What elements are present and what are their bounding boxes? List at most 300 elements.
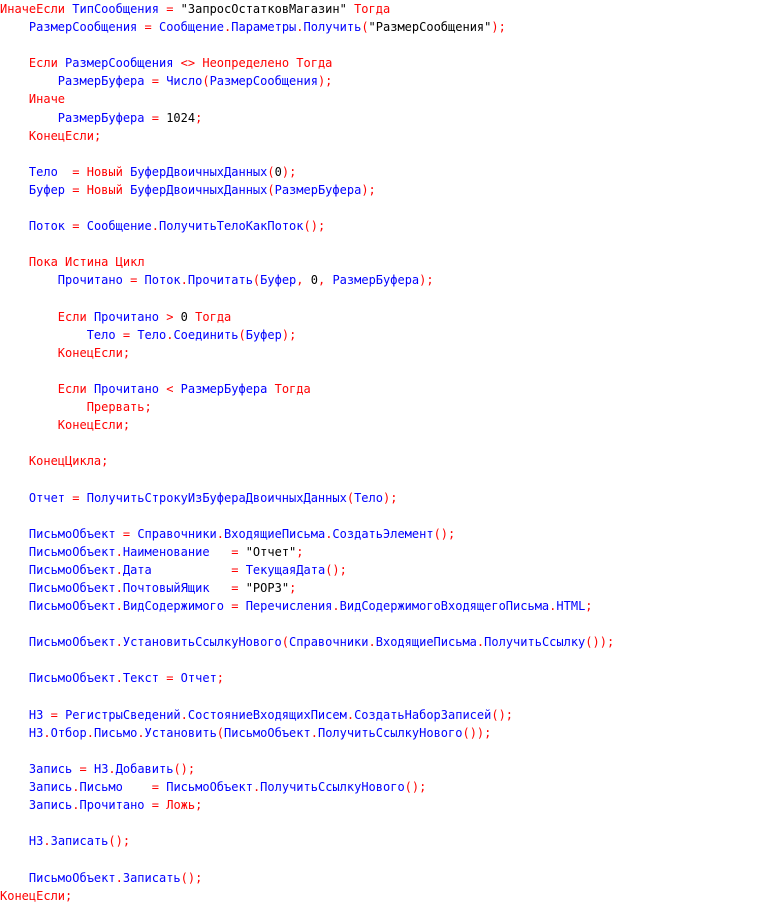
whitespace-token: [210, 545, 232, 559]
whitespace-token: [80, 165, 87, 179]
code-line: [0, 217, 783, 235]
indent: [0, 255, 29, 269]
whitespace-token: [145, 798, 152, 812]
whitespace-token: [173, 310, 180, 324]
identifier-token: Прочитано: [93, 309, 159, 324]
operator-token: .: [216, 526, 225, 541]
keyword-token: Тогда: [354, 2, 391, 16]
indent: [0, 871, 29, 885]
code-line: [0, 109, 783, 127]
identifier-token: ВходящиеПисьма: [224, 526, 326, 541]
operator-token: (: [252, 273, 261, 288]
operator-token: .: [296, 20, 304, 35]
operator-token: =: [72, 219, 80, 234]
identifier-token: РегистрыСведений: [65, 707, 181, 722]
operator-token: );: [281, 327, 297, 342]
code-line: [0, 163, 783, 181]
operator-token: .: [115, 581, 123, 595]
whitespace-token: [87, 762, 94, 776]
whitespace-token: [87, 382, 94, 396]
whitespace-token: [304, 273, 311, 287]
code-line: [0, 199, 783, 217]
number-literal-token: 0: [274, 164, 282, 179]
identifier-token: Буфер: [260, 273, 297, 288]
keyword-token: Цикл: [115, 255, 145, 270]
operator-token: ;: [195, 798, 203, 813]
whitespace-token: [58, 255, 65, 269]
identifier-token: Перечисления: [245, 599, 333, 614]
whitespace-token: [173, 671, 180, 685]
operator-token: (: [361, 20, 369, 35]
code-line: [0, 235, 783, 253]
string-literal-token: "РазмерСообщения": [368, 20, 492, 35]
indent: [0, 762, 29, 776]
code-line: [0, 850, 783, 868]
code-line: [0, 470, 783, 488]
operator-token: =: [151, 780, 159, 795]
identifier-token: БуферДвоичныхДанных: [130, 164, 268, 179]
code-line: [0, 669, 783, 687]
whitespace-token: [123, 165, 130, 179]
code-line: [0, 90, 783, 108]
operator-token: =: [151, 74, 159, 89]
identifier-token: Тело: [28, 164, 58, 179]
indent: [0, 834, 29, 848]
identifier-token: ПолучитьСтрокуИзБуфераДвоичныхДанных: [86, 490, 347, 505]
indent: [0, 74, 58, 88]
indent: [0, 183, 29, 197]
whitespace-token: [58, 56, 65, 70]
whitespace-token: [238, 563, 245, 577]
identifier-token: БуферДвоичныхДанных: [130, 182, 268, 197]
operator-token: =: [144, 20, 152, 35]
code-line: [0, 597, 783, 615]
operator-token: .: [476, 635, 485, 650]
whitespace-token: [137, 20, 144, 34]
operator-token: .: [115, 671, 123, 686]
whitespace-token: [173, 2, 180, 16]
code-line: [0, 127, 783, 145]
code-line: [0, 344, 783, 362]
identifier-token: Записать: [50, 834, 109, 849]
operator-token: .: [252, 780, 261, 795]
identifier-token: Сообщение: [86, 219, 152, 234]
code-line: [0, 688, 783, 706]
string-literal-token: "Отчет": [245, 544, 297, 559]
whitespace-token: [108, 255, 115, 269]
identifier-token: Получить: [303, 20, 362, 35]
code-line: [0, 18, 783, 36]
identifier-token: Справочники: [137, 526, 217, 541]
whitespace-token: [87, 310, 94, 324]
indent: [0, 165, 29, 179]
identifier-token: ВидСодержимогоВходящегоПисьма: [339, 599, 550, 614]
identifier-token: РазмерСообщения: [209, 74, 318, 89]
operator-token: (: [346, 490, 355, 505]
identifier-token: Буфер: [245, 327, 282, 342]
indent: [0, 780, 29, 794]
identifier-token: Прочитано: [79, 798, 145, 813]
whitespace-token: [123, 183, 130, 197]
identifier-token: ВидСодержимого: [122, 599, 224, 614]
operator-token: .: [332, 599, 340, 614]
whitespace-token: [238, 545, 245, 559]
indent: [0, 454, 29, 468]
code-line: [0, 326, 783, 344]
identifier-token: СостояниеВходящихПисем: [187, 707, 347, 722]
identifier-token: ПисьмоОбъект: [28, 599, 116, 614]
indent: [0, 219, 29, 233]
whitespace-token: [152, 20, 159, 34]
indent: [0, 400, 87, 414]
operator-token: =: [151, 110, 159, 125]
whitespace-token: [238, 581, 245, 595]
operator-token: .: [115, 635, 123, 650]
number-literal-token: 0: [310, 273, 318, 288]
indent: [0, 671, 29, 685]
operator-token: ;: [296, 544, 304, 559]
operator-token: (: [267, 182, 275, 197]
whitespace-token: [116, 527, 123, 541]
operator-token: ,: [317, 273, 326, 288]
code-line: [0, 651, 783, 669]
operator-token: (: [202, 74, 210, 89]
identifier-token: Прочитано: [57, 273, 123, 288]
indent: [0, 635, 29, 649]
code-line: [0, 36, 783, 54]
keyword-token: Ложь: [166, 798, 196, 813]
identifier-token: Отчет: [180, 671, 217, 686]
operator-token: =: [79, 761, 87, 776]
code-line: [0, 633, 783, 651]
keyword-token: Неопределено: [202, 56, 290, 71]
code-line: [0, 181, 783, 199]
identifier-token: ВходящиеПисьма: [375, 635, 477, 650]
operator-token: ,: [296, 273, 304, 288]
whitespace-token: [116, 328, 123, 342]
keyword-token: КонецЕсли: [57, 345, 123, 360]
identifier-token: РазмерБуфера: [57, 74, 145, 89]
operator-token: =: [231, 562, 239, 577]
identifier-token: СоздатьЭлемент: [332, 526, 434, 541]
identifier-token: НЗ: [93, 761, 109, 776]
operator-token: =: [72, 164, 80, 179]
identifier-token: УстановитьСсылкуНового: [122, 635, 282, 650]
operator-token: ();: [491, 707, 514, 722]
operator-token: ());: [462, 725, 492, 740]
operator-token: >: [166, 309, 174, 324]
identifier-token: ПисьмоОбъект: [28, 870, 116, 885]
code-line: [0, 778, 783, 796]
keyword-token: Новый: [86, 182, 123, 197]
operator-token: );: [281, 164, 297, 179]
indent: [0, 56, 29, 70]
code-line: [0, 398, 783, 416]
identifier-token: ПочтовыйЯщик: [122, 581, 210, 595]
keyword-token: КонецЕсли: [57, 418, 123, 433]
operator-token: ;: [289, 581, 297, 595]
whitespace-token: [238, 599, 245, 613]
identifier-token: Установить: [144, 725, 217, 740]
indent: [0, 708, 29, 722]
operator-token: .: [180, 707, 188, 722]
code-line: [0, 72, 783, 90]
operator-token: .: [325, 526, 333, 541]
indent: [0, 92, 29, 106]
identifier-token: ТекущаяДата: [245, 562, 326, 577]
whitespace-token: [347, 2, 354, 16]
code-line: [0, 489, 783, 507]
indent: [0, 798, 29, 812]
identifier-token: НЗ: [28, 725, 44, 740]
code-line: [0, 832, 783, 850]
operator-token: ();: [180, 870, 203, 885]
identifier-token: Справочники: [289, 635, 369, 650]
code-line: [0, 615, 783, 633]
whitespace-token: [58, 708, 65, 722]
operator-token: ;: [65, 888, 73, 903]
operator-token: (: [267, 164, 275, 179]
keyword-token: ИначеЕсли: [0, 2, 66, 16]
identifier-token: ПисьмоОбъект: [166, 780, 253, 795]
code-line: [0, 308, 783, 326]
operator-token: );: [491, 20, 506, 35]
identifier-token: Соединить: [173, 327, 239, 342]
identifier-token: Добавить: [115, 761, 174, 776]
keyword-token: Тогда: [195, 309, 232, 324]
identifier-token: ПисьмоОбъект: [28, 544, 116, 559]
identifier-token: ТипСообщения: [72, 2, 159, 16]
operator-token: .: [115, 870, 123, 885]
keyword-token: Пока: [28, 255, 58, 270]
operator-token: ();: [303, 219, 326, 234]
keyword-token: Новый: [86, 164, 123, 179]
identifier-token: Записать: [122, 870, 181, 885]
identifier-token: Запись: [28, 761, 73, 776]
operator-token: =: [130, 273, 138, 288]
whitespace-token: [267, 382, 274, 396]
indent: [0, 382, 58, 396]
identifier-token: НЗ: [28, 834, 44, 849]
keyword-token: Если: [57, 381, 87, 396]
indent: [0, 273, 58, 287]
whitespace-token: [210, 581, 232, 595]
operator-token: =: [166, 671, 174, 686]
operator-token: ();: [173, 761, 196, 776]
operator-token: .: [224, 20, 232, 35]
code-line: [0, 253, 783, 271]
operator-token: .: [115, 562, 123, 577]
code-line: [0, 145, 783, 163]
operator-token: );: [382, 490, 398, 505]
operator-token: =: [231, 599, 239, 614]
identifier-token: ПолучитьСсылку: [484, 635, 586, 650]
keyword-token: КонецЕсли: [28, 128, 94, 143]
identifier-token: Отчет: [28, 490, 66, 505]
code-line: [0, 271, 783, 289]
identifier-token: Письмо: [93, 725, 138, 740]
code-line: [0, 452, 783, 470]
operator-token: (: [238, 327, 246, 342]
operator-token: =: [50, 707, 58, 722]
operator-token: .: [43, 834, 51, 849]
identifier-token: Сообщение: [158, 20, 225, 35]
operator-token: .: [72, 798, 80, 813]
operator-token: <>: [180, 56, 196, 71]
identifier-token: ПисьмоОбъект: [28, 526, 116, 541]
identifier-token: Запись: [28, 798, 73, 813]
operator-token: ();: [325, 562, 347, 577]
indent: [0, 581, 29, 595]
operator-token: .: [86, 725, 94, 740]
operator-token: ;: [585, 599, 593, 614]
indent: [0, 527, 29, 541]
indent: [0, 726, 29, 740]
operator-token: ());: [585, 635, 615, 650]
whitespace-token: [137, 273, 144, 287]
whitespace-token: [58, 165, 72, 179]
operator-token: =: [166, 2, 174, 16]
operator-token: =: [231, 581, 239, 595]
identifier-token: Письмо: [79, 780, 123, 795]
identifier-token: ПисьмоОбъект: [224, 725, 311, 740]
operator-token: .: [43, 725, 51, 740]
indent: [0, 111, 58, 125]
identifier-token: ПисьмоОбъект: [28, 562, 116, 577]
identifier-token: РазмерСообщения: [28, 20, 138, 35]
indent: [0, 310, 58, 324]
identifier-token: ПолучитьСсылкуНового: [260, 780, 405, 795]
code-line: [0, 434, 783, 452]
indent: [0, 563, 29, 577]
number-literal-token: 0: [180, 309, 188, 324]
code-line: [0, 887, 783, 905]
identifier-token: РазмерСообщения: [65, 56, 174, 71]
whitespace-token: [123, 780, 152, 794]
operator-token: ;: [122, 345, 131, 360]
code-line: [0, 561, 783, 579]
identifier-token: Поток: [144, 273, 181, 288]
code-line: [0, 507, 783, 525]
operator-token: ;: [144, 400, 152, 415]
identifier-token: Прочитано: [93, 381, 159, 396]
indent: [0, 129, 29, 143]
code-line: [0, 362, 783, 380]
operator-token: (: [281, 635, 290, 650]
identifier-token: Тело: [137, 327, 167, 342]
indent: [0, 491, 29, 505]
identifier-token: Дата: [122, 562, 152, 577]
operator-token: ;: [93, 128, 102, 143]
identifier-token: НЗ: [28, 707, 44, 722]
operator-token: .: [346, 707, 355, 722]
identifier-token: Тело: [354, 490, 383, 505]
keyword-token: КонецЦикла: [28, 454, 102, 469]
identifier-token: РазмерБуфера: [57, 110, 145, 125]
operator-token: .: [151, 219, 159, 234]
operator-token: (: [216, 725, 225, 740]
operator-token: );: [361, 182, 376, 197]
keyword-token: Истина: [65, 255, 109, 270]
identifier-token: Наименование: [122, 544, 210, 559]
operator-token: .: [108, 761, 116, 776]
identifier-token: ПисьмоОбъект: [28, 671, 116, 686]
identifier-token: РазмерБуфера: [180, 381, 268, 396]
whitespace-token: [43, 708, 50, 722]
code-line: [0, 760, 783, 778]
indent: [0, 545, 29, 559]
code-line: [0, 290, 783, 308]
code-line: [0, 416, 783, 434]
code-line: [0, 579, 783, 597]
operator-token: =: [231, 544, 239, 559]
operator-token: ();: [108, 834, 131, 849]
keyword-token: КонецЕсли: [0, 888, 66, 903]
keyword-token: Тогда: [274, 381, 311, 396]
operator-token: =: [122, 526, 131, 541]
operator-token: .: [72, 780, 80, 795]
code-line: [0, 543, 783, 561]
string-literal-token: "POP3": [245, 581, 290, 595]
operator-token: ;: [101, 454, 109, 469]
code-line: [0, 706, 783, 724]
code-line: [0, 742, 783, 760]
operator-token: .: [115, 599, 123, 614]
whitespace-token: [173, 382, 180, 396]
whitespace-token: [72, 762, 79, 776]
number-literal-token: 1024: [166, 110, 196, 125]
whitespace-token: [152, 563, 231, 577]
code-line: [0, 796, 783, 814]
operator-token: <: [166, 381, 174, 396]
operator-token: ();: [404, 780, 427, 795]
code-line: [0, 869, 783, 887]
operator-token: ;: [122, 418, 131, 433]
code-line: [0, 724, 783, 742]
keyword-token: Тогда: [296, 56, 333, 71]
whitespace-token: [173, 56, 180, 70]
indent: [0, 418, 58, 432]
operator-token: );: [419, 273, 434, 288]
whitespace-token: [80, 183, 87, 197]
keyword-token: Если: [28, 56, 58, 71]
indent: [0, 346, 58, 360]
code-line: [0, 525, 783, 543]
operator-token: .: [310, 725, 318, 740]
identifier-token: Параметры: [231, 20, 297, 35]
keyword-token: Если: [57, 309, 87, 324]
identifier-token: Число: [166, 74, 203, 89]
keyword-token: Прервать: [86, 400, 145, 415]
identifier-token: Буфер: [28, 182, 66, 197]
identifier-token: Текст: [122, 671, 159, 686]
operator-token: .: [549, 599, 557, 614]
whitespace-token: [80, 219, 87, 233]
operator-token: =: [72, 182, 80, 197]
whitespace-token: [145, 111, 152, 125]
whitespace-token: [145, 74, 152, 88]
operator-token: =: [122, 327, 131, 342]
identifier-token: ПолучитьСсылкуНового: [317, 725, 463, 740]
operator-token: =: [72, 490, 80, 505]
identifier-token: РазмерБуфера: [332, 273, 420, 288]
operator-token: .: [115, 544, 123, 559]
operator-token: =: [151, 798, 159, 813]
whitespace-token: [80, 491, 87, 505]
indent: [0, 20, 29, 34]
identifier-token: Поток: [28, 219, 66, 234]
operator-token: .: [166, 327, 174, 342]
